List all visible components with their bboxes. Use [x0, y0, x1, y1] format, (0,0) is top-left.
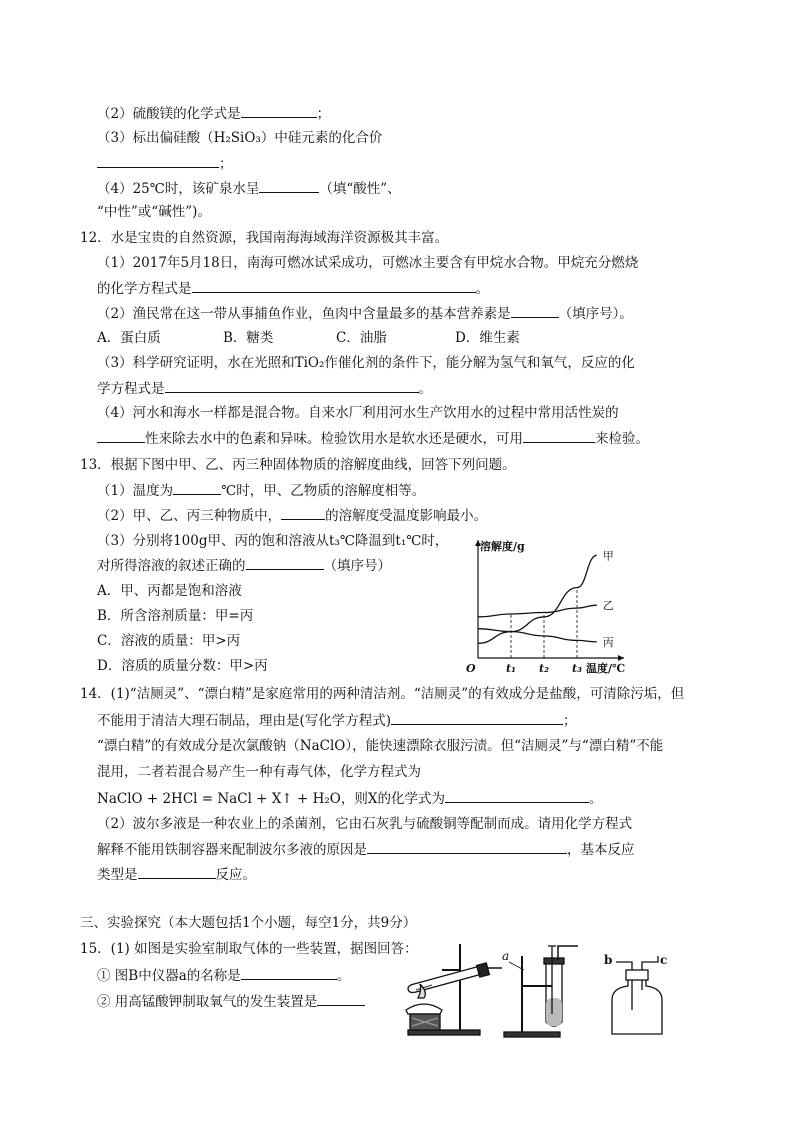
q12-part4-cont: 性来除去水中的色素和异味。检验饮用水是软水还是硬水，可用 来检验。 — [97, 428, 649, 449]
q12-part2: （2）渔民常在这一带从事捕鱼作业，鱼肉中含量最多的基本营养素是 （填序号）。 — [97, 303, 633, 324]
apparatus-c-bottle — [600, 950, 676, 1038]
q14-part1-text: “漂白精”的有效成分是次氯酸钠（NaClO），能快速漂除衣服污渍。但“洁厕灵”与“漂白精”不能 — [97, 738, 664, 754]
q11-part4-cont: “中性”或“碱性”)。 — [97, 204, 211, 220]
q12-part3-cont: 学方程式是 。 — [97, 378, 432, 399]
label-a: a — [502, 949, 510, 963]
series-label: 甲 — [602, 549, 614, 563]
answer-blank[interactable] — [259, 178, 319, 193]
label-b: b — [604, 953, 613, 967]
q11-part3: （3）标出偏硅酸（H₂SiO₃）中硅元素的化合价 — [97, 130, 383, 146]
q13-option-d: D．溶质的质量分数：甲>丙 — [97, 658, 268, 674]
x-tick-label: t₃ — [572, 662, 582, 674]
x-axis-label: 温度/℃ — [586, 662, 626, 674]
q14-part2-cont: 解释不能用铁制容器来配制波尔多液的原因是 ，基本反应 — [97, 839, 635, 860]
apparatus-a-heating — [402, 940, 506, 1038]
q11-part4: （4）25℃时，该矿泉水呈 （填“酸性”、 — [97, 178, 401, 199]
section3-title: 三、实验探究（本大题包括1个小题，每空1分，共9分） — [80, 915, 417, 931]
q14-part1-text2: 混用，二者若混合易产生一种有毒气体，化学方程式为 — [97, 764, 421, 780]
q12-option-d: D．维生素 — [455, 330, 520, 346]
q12-option-c: C．油脂 — [336, 330, 387, 346]
q12-stem: 12．水是宝贵的自然资源，我国南海海域海洋资源极其丰富。 — [80, 230, 449, 246]
answer-blank[interactable] — [523, 428, 595, 443]
label-c: c — [660, 953, 668, 967]
q13-option-c: C．溶液的质量：甲>丙 — [97, 633, 241, 649]
q12-part4: （4）河水和海水一样都是混合物。自来水厂利用河水生产饮用水的过程中常用活性炭的 — [97, 405, 619, 421]
q13-stem: 13．根据下图中甲、乙、丙三种固体物质的溶解度曲线，回答下列问题。 — [80, 457, 516, 473]
q13-option-a: A．甲、丙都是饱和溶液 — [97, 583, 242, 599]
q13-part2: （2）甲、乙、丙三种物质中， 的溶解度受温度影响最小。 — [97, 505, 487, 526]
answer-blank[interactable] — [192, 278, 476, 293]
q14-part1-cont: 不能用于清洁大理石制品，理由是(写化学方程式) ； — [97, 710, 577, 731]
q14-part2-type: 类型是 反应。 — [97, 864, 256, 885]
q11-part2: （2）硫酸镁的化学式是 ； — [97, 103, 330, 124]
answer-blank[interactable] — [97, 153, 219, 168]
answer-blank[interactable] — [246, 555, 324, 570]
origin-label: O — [466, 662, 476, 674]
x-axis-arrow — [618, 655, 624, 661]
q13-part1: （1）温度为 ℃时，甲、乙物质的溶解度相等。 — [97, 480, 425, 501]
solubility-chart — [462, 536, 634, 674]
answer-blank[interactable] — [138, 864, 216, 879]
answer-blank[interactable] — [241, 965, 337, 980]
series-label: 乙 — [602, 599, 614, 613]
answer-blank[interactable] — [391, 710, 563, 725]
q11-part3-answer: ； — [97, 153, 233, 174]
answer-blank[interactable] — [317, 991, 365, 1006]
q12-option-a: A．蛋白质 — [97, 330, 161, 346]
q13-part3-cont: 对所得溶液的叙述正确的 （填序号） — [97, 555, 391, 576]
answer-blank[interactable] — [511, 303, 559, 318]
x-tick-label: t₁ — [506, 662, 516, 674]
answer-blank[interactable] — [241, 103, 317, 118]
q13-part3: （3）分别将100g甲、丙的饱和溶液从t₃℃降温到t₁℃时， — [97, 533, 449, 549]
q13-option-b: B．所含溶剂质量：甲=丙 — [97, 608, 254, 624]
q12-part1: （1）2017年5月18日，南海可燃冰试采成功，可燃冰主要含有甲烷水合物。甲烷充分燃烧 — [97, 255, 639, 271]
q15-part2: ② 用高锰酸钾制取氧气的发生装置是 — [97, 991, 365, 1012]
q14-part1: 14．(1)“洁厕灵”、“漂白精”是家庭常用的两种清洁剂。“洁厕灵”的有效成分是盐酸，可清除污垢，但 — [80, 686, 685, 702]
stand-base — [408, 1030, 480, 1035]
series-label: 丙 — [602, 635, 614, 649]
q15-part1: ① 图B中仪器a的名称是 。 — [97, 965, 350, 986]
x-tick-label: t₂ — [539, 662, 549, 674]
q12-part1-cont: 的化学方程式是 。 — [97, 278, 489, 299]
answer-blank[interactable] — [97, 428, 145, 443]
answer-blank[interactable] — [173, 480, 221, 495]
q14-part2: （2）波尔多液是一种农业上的杀菌剂，它由石灰乳与硫酸铜等配制而成。请用化学方程式 — [97, 816, 633, 832]
q12-option-b: B．糖类 — [223, 330, 274, 346]
apparatus-b-tube — [500, 940, 580, 1038]
answer-blank[interactable] — [281, 505, 325, 520]
answer-blank[interactable] — [367, 839, 567, 854]
y-axis-label: 溶解度/g — [480, 540, 525, 553]
series-curve-3 — [478, 629, 597, 642]
q12-part3: （3）科学研究证明，水在光照和TiO₂作催化剂的条件下，能分解为氢气和氧气，反应的化 — [97, 355, 635, 371]
answer-blank[interactable] — [165, 378, 419, 393]
series-curve-2 — [478, 605, 597, 617]
q15-stem: 15．(1) 如图是实验室制取气体的一些装置，据图回答： — [80, 941, 418, 957]
q14-part1-equation: NaClO + 2HCl = NaCl + X↑ + H₂O，则X的化学式为 。 — [97, 788, 602, 809]
answer-blank[interactable] — [445, 788, 589, 803]
